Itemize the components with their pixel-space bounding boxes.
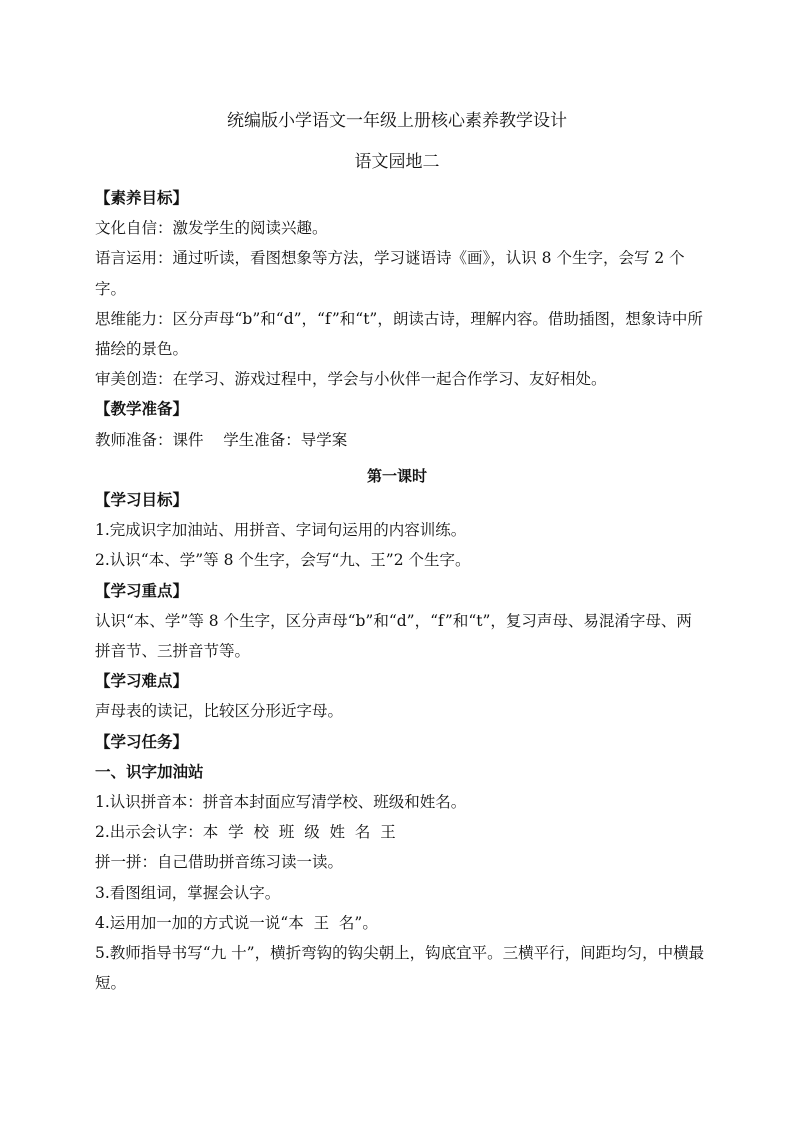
goal-culture: 文化自信：激发学生的阅读兴趣。 (95, 219, 328, 238)
task-item-2b: 拼一拼：自己借助拼音练习读一读。 (95, 853, 344, 872)
task-item-5: 5.教师指导书写“九 十”，横折弯钩的钩尖朝上，钩底宜平。三横平行，间距均匀，中横最短。 (95, 944, 705, 993)
learning-goal-1: 1.完成识字加油站、用拼音、字词句运用的内容训练。 (95, 521, 467, 540)
section-heading-focus: 【学习重点】 (95, 580, 189, 600)
document-title: 统编版小学语文一年级上册核心素养教学设计 (227, 111, 567, 131)
goal-language: 语言运用：通过听读，看图想象等方法，学习谜语诗《画》，认识 8 个生字，会写 2 个字。 (95, 249, 685, 298)
difficulty-text: 声母表的读记，比较区分形近字母。 (95, 702, 344, 721)
focus-text: 认识“本、学”等 8 个生字，区分声母“b”和“d”，“f”和“t”，复习声母、易混淆字母、两拼音节、三拼音节等。 (95, 611, 692, 661)
document-body (95, 183, 705, 998)
goal-aesthetic: 审美创造：在学习、游戏过程中，学会与小伙伴一起合作学习、友好相处。 (95, 370, 607, 389)
task-item-4: 4.运用加一加的方式说一说“本 王 名”。 (95, 913, 378, 932)
section-heading-tasks: 【学习任务】 (95, 731, 189, 751)
learning-goal-2: 2.认识“本、学”等 8 个生字，会写“九、王”2 个生字。 (95, 551, 471, 570)
prep-text: 教师准备：课件 学生准备：导学案 (95, 430, 348, 449)
section-heading-learning-goals: 【学习目标】 (95, 490, 189, 510)
section-heading-prep: 【教学准备】 (95, 399, 189, 419)
section-heading-difficulty: 【学习难点】 (95, 671, 189, 691)
task-section-title: 一、识字加油站 (95, 761, 204, 781)
section-heading-goals: 【素养目标】 (95, 188, 189, 207)
goal-thinking: 思维能力：区分声母“b”和“d”，“f”和“t”，朗读古诗，理解内容。借助插图，想象诗中所描绘的景色。 (95, 309, 703, 359)
task-item-2: 2.出示会认字：本 学 校 班 级 姓 名 王 (95, 823, 396, 842)
lesson-title: 第一课时 (366, 467, 427, 485)
document-subtitle: 语文园地二 (354, 152, 440, 172)
task-item-3: 3.看图组词，掌握会认字。 (95, 883, 281, 902)
task-item-1: 1.认识拼音本：拼音本封面应写清学校、班级和姓名。 (95, 793, 467, 812)
